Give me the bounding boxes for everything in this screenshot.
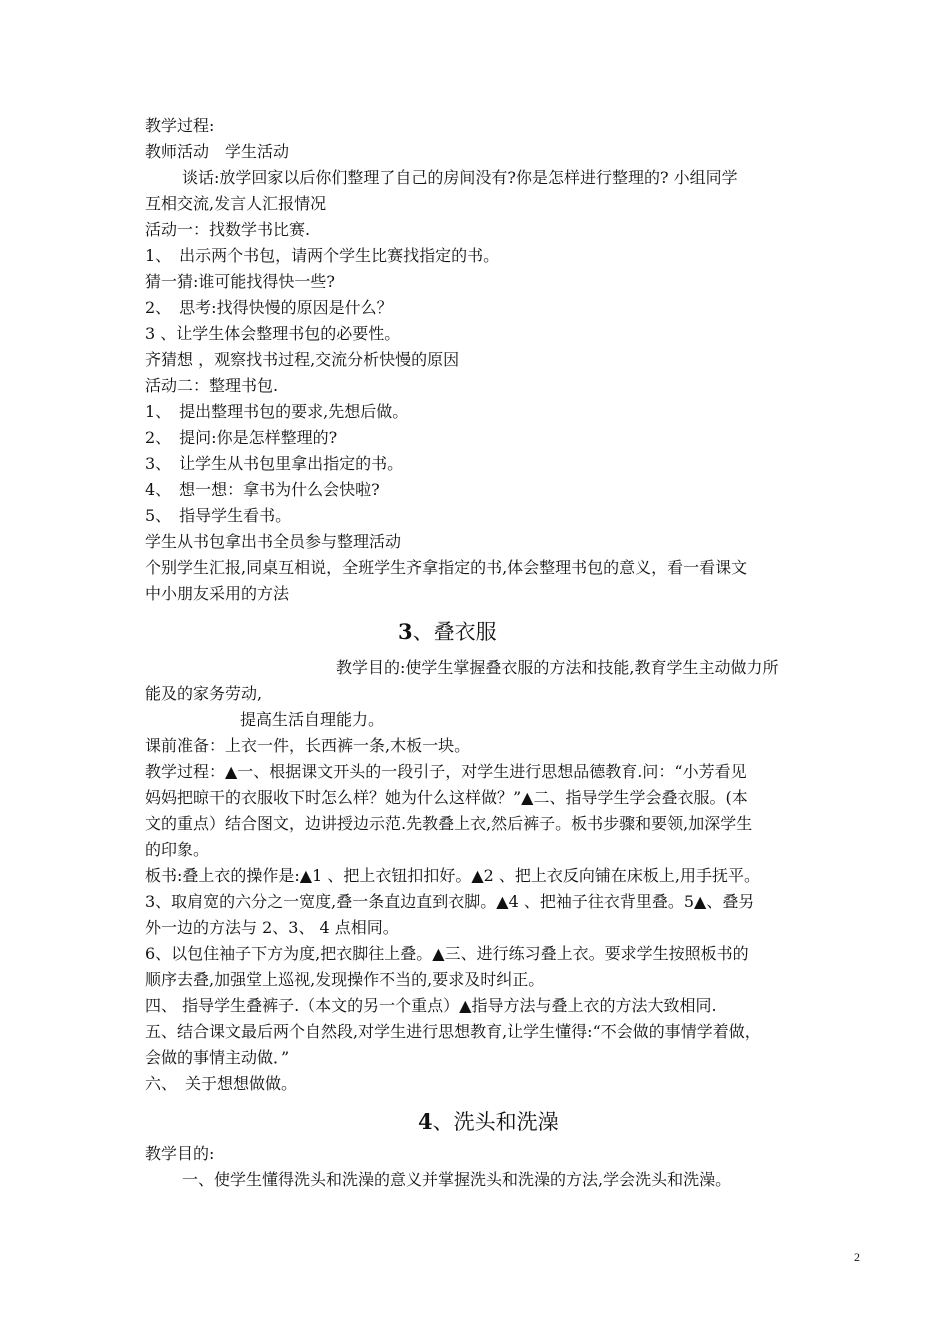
text-line: 互相交流,发言人汇报情况 <box>145 194 327 213</box>
section-number: 4 <box>418 1109 433 1134</box>
text-line: 1、 提出整理书包的要求,先想后做。 <box>145 402 409 421</box>
text-line: 2、 提问:你是怎样整理的? <box>145 428 338 447</box>
text-line: 猜一猜:谁可能找得快一些? <box>145 272 335 291</box>
text-line: 6、以包住袖子下方为度,把衣脚往上叠。▲三、进行练习叠上衣。要求学生按照板书的 <box>145 944 749 963</box>
text-line: 六、 关于想想做做。 <box>145 1074 298 1093</box>
text-line: 外一边的方法与 2、3、 4 点相同。 <box>145 918 399 937</box>
text-line: 会做的事情主动做．” <box>145 1048 290 1067</box>
text-line: 3 、让学生体会整理书包的必要性。 <box>145 324 401 343</box>
text-line: 3、取肩宽的六分之一宽度,叠一条直边直到衣脚。▲4 、把袖子往衣背里叠。5▲、叠另 <box>145 892 755 911</box>
text-line: 学生从书包拿出书全员参与整理活动 <box>145 532 402 551</box>
text-line: 3、 让学生从书包里拿出指定的书。 <box>145 454 404 473</box>
text-line: 妈妈把晾干的衣服收下时怎么样？她为什么这样做？”▲二、指导学生学会叠衣服。(本 <box>145 788 748 807</box>
text-line: 板书:叠上衣的操作是:▲1 、把上衣钮扣扣好。▲2 、把上衣反向铺在床板上,用手抚平。 <box>145 866 761 885</box>
text-line: 2、 思考:找得快慢的原因是什么？ <box>145 298 393 317</box>
text-line: 的印象。 <box>145 840 210 859</box>
section-title: 、洗头和洗澡 <box>432 1110 559 1134</box>
section-heading <box>398 617 497 647</box>
section-number: 3 <box>398 619 413 644</box>
text-line: 五、结合课文最后两个自然段,对学生进行思想教育,让学生懂得:“不会做的事情学着做， <box>145 1022 761 1041</box>
text-line: 个别学生汇报,同桌互相说，全班学生齐拿指定的书,体会整理书包的意义，看一看课文 <box>145 558 748 577</box>
text-line: 中小朋友采用的方法 <box>145 584 290 603</box>
text-line: 四、 指导学生叠裤子.（本文的另一个重点）▲指导方法与叠上衣的方法大致相同. <box>145 996 717 1015</box>
text-line: 活动二：整理书包. <box>145 376 279 395</box>
text-line: 谈话:放学回家以后你们整理了自己的房间没有?你是怎样进行整理的? 小组同学 <box>182 168 738 187</box>
text-line: 5、 指导学生看书。 <box>145 506 292 525</box>
text-line: 一、使学生懂得洗头和洗澡的意义并掌握洗头和洗澡的方法,学会洗头和洗澡。 <box>182 1170 732 1189</box>
page-number: 2 <box>854 1250 860 1264</box>
text-line: 齐猜想 ，观察找书过程,交流分析快慢的原因 <box>145 350 460 369</box>
text-line: 活动一：找数学书比赛. <box>145 220 311 239</box>
text-line: 教学目的:使学生掌握叠衣服的方法和技能,教育学生主动做力所 <box>336 658 779 677</box>
section-title: 、叠衣服 <box>412 620 497 644</box>
text-line: 教学过程：▲一、根据课文开头的一段引子，对学生进行思想品德教育.问：“小芳看见 <box>145 762 747 781</box>
text-line: 4、 想一想：拿书为什么会快啦? <box>145 480 380 499</box>
text-line: 教学过程: <box>145 116 215 135</box>
text-line: 能及的家务劳动, <box>145 684 263 703</box>
text-line: 1、 出示两个书包，请两个学生比赛找指定的书。 <box>145 246 500 265</box>
text-line: 提高生活自理能力。 <box>240 710 385 729</box>
section-heading <box>418 1107 559 1137</box>
text-line: 教学目的: <box>145 1144 215 1163</box>
text-line: 教师活动 学生活动 <box>145 142 290 161</box>
text-line: 文的重点）结合图文，边讲授边示范.先教叠上衣,然后裤子。板书步骤和要领,加深学生 <box>145 814 753 833</box>
text-line: 顺序去叠,加强堂上巡视,发现操作不当的,要求及时纠正。 <box>145 970 545 989</box>
text-line: 课前准备：上衣一件，长西裤一条,木板一块。 <box>145 736 471 755</box>
